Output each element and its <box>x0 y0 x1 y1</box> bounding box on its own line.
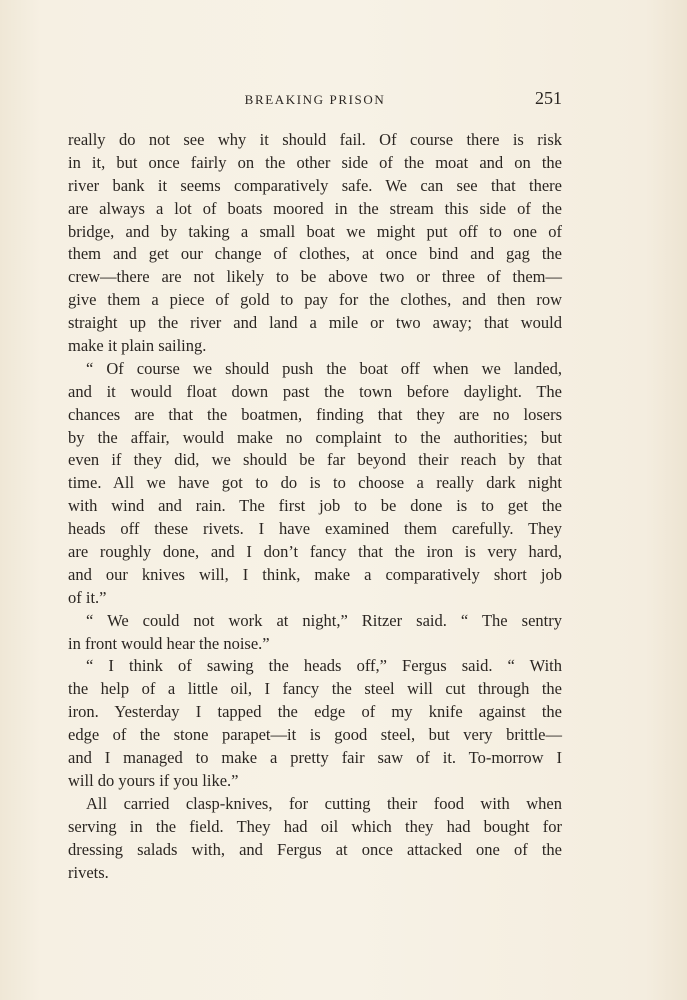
text-line: the help of a little oil, I fancy the steel will cut through the <box>68 679 562 699</box>
text-line: crew—there are not likely to be above two or three of them— <box>68 267 562 287</box>
body-text <box>68 129 562 884</box>
text-line: dressing salads with, and Fergus at once attacked one of the <box>68 839 562 859</box>
text-line: with wind and rain. The first job to be done is to get the <box>68 496 562 516</box>
text-line: “ We could not work at night,” Ritzer said. “ The sentry <box>86 610 562 630</box>
running-title: BREAKING PRISON <box>244 92 386 107</box>
text-line: All carried clasp-knives, for cutting their food with when <box>86 793 562 813</box>
text-line: and I managed to make a pretty fair saw of it. To-morrow I <box>68 748 562 768</box>
text-line: make it plain sailing. <box>68 336 207 356</box>
text-line: even if they did, we should be far beyond their reach by that <box>68 450 562 470</box>
text-line: iron. Yesterday I tapped the edge of my knife against the <box>68 702 562 722</box>
text-line: bridge, and by taking a small boat we might put off to one of <box>68 221 562 241</box>
text-line: give them a piece of gold to pay for the clothes, and then row <box>68 290 562 310</box>
text-line: of it.” <box>68 587 107 607</box>
text-line: them and get our change of clothes, at once bind and gag the <box>68 244 562 264</box>
text-line: “ I think of sawing the heads off,” Fergus said. “ With <box>86 656 562 676</box>
text-line: serving in the field. They had oil which they had bought for <box>68 816 562 836</box>
running-head <box>68 88 562 112</box>
text-line: will do yours if you like.” <box>68 770 239 790</box>
text-line: time. All we have got to do is to choose a really dark night <box>68 473 562 493</box>
text-line: river bank it seems comparatively safe. We can see that there <box>68 175 562 195</box>
text-line: and our knives will, I think, make a comparatively short job <box>68 564 562 584</box>
text-line: in front would hear the noise.” <box>68 633 270 653</box>
text-line: chances are that the boatmen, finding that they are no losers <box>68 404 562 424</box>
text-line: rivets. <box>68 862 109 882</box>
page-number: 251 <box>535 88 562 108</box>
text-line: are always a lot of boats moored in the stream this side of the <box>68 198 562 218</box>
text-line: by the affair, would make no complaint to the authorities; but <box>68 427 562 447</box>
text-line: really do not see why it should fail. Of course there is risk <box>68 130 562 149</box>
text-line: heads off these rivets. I have examined them carefully. They <box>68 519 562 539</box>
text-line: straight up the river and land a mile or two away; that would <box>68 313 562 333</box>
text-line: are roughly done, and I don’t fancy that the iron is very hard, <box>68 542 562 562</box>
text-line: and it would float down past the town before daylight. The <box>68 381 562 401</box>
text-line: “ Of course we should push the boat off when we landed, <box>86 358 562 378</box>
text-line: edge of the stone parapet—it is good steel, but very brittle— <box>68 725 562 745</box>
text-line: in it, but once fairly on the other side of the moat and on the <box>68 152 562 172</box>
